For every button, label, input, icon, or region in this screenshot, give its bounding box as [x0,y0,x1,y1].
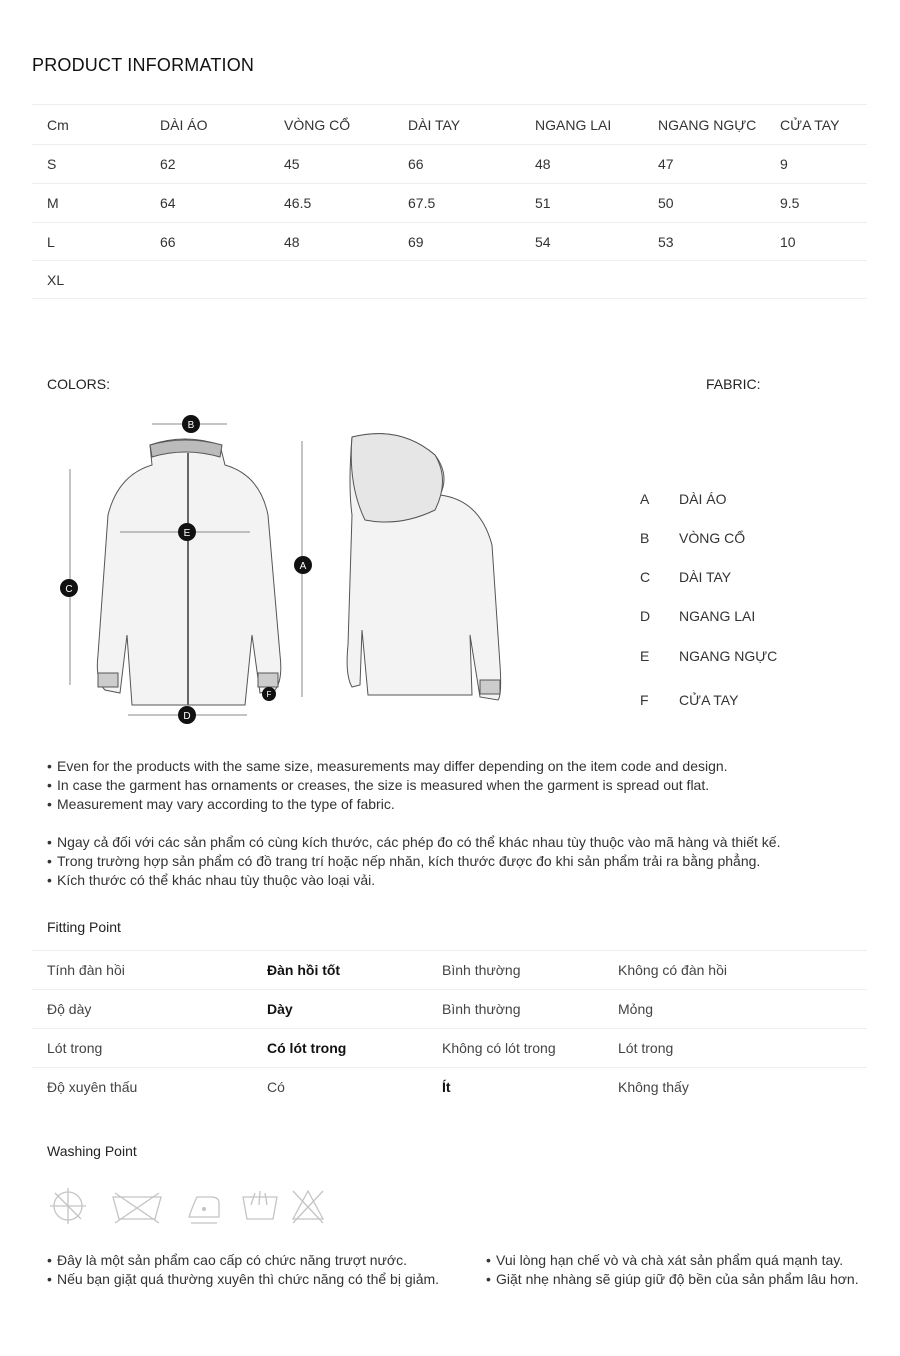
table-header-cell: NGANG LAI [535,116,612,133]
table-cell: S [47,156,57,172]
legend-key: B [640,530,650,546]
note-item: • Vui lòng hạn chế vò và chà xát sản phẩm quá mạnh tay. [486,1251,859,1270]
table-cell: 9.5 [780,195,800,211]
legend-value: DÀI ÁO [679,491,727,507]
table-cell: 10 [780,233,796,250]
marker-e-label: E [183,528,191,539]
washing-title: Washing Point [47,1143,137,1159]
legend-key: C [640,569,651,585]
note-item: • Ngay cả đối với các sản phẩm có cùng kích thước, các phép đo có thể khác nhau tùy thuộc vào mã hàng và thiết kế. [47,833,780,852]
legend-value: NGANG LAI [679,608,756,624]
note-item: • Even for the products with the same size, measurements may differ depending on the item code and design. [47,757,728,776]
fit-label: Tính đàn hồi [47,962,125,978]
table-cell: 9 [780,156,788,172]
marker-f [262,687,276,701]
table-header-cell: Cm [47,116,69,133]
marker-a-label: A [299,561,307,572]
back-hood-shape [351,434,442,522]
marker-a [294,556,312,574]
table-cell: 47 [658,156,674,172]
legend-value: DÀI TAY [679,569,732,585]
low-iron-icon [183,1185,225,1227]
do-not-tumble-dry-icon [47,1185,89,1227]
fit-label: Độ xuyên thấu [47,1079,138,1095]
washing-notes-left [47,1251,439,1289]
notes-en [47,757,728,814]
fabric-label: FABRIC: [706,376,761,392]
fit-option: Bình thường [442,962,521,978]
table-cell: 54 [535,233,551,250]
table-row [32,950,867,989]
marker-b-label: B [187,420,195,431]
marker-d [178,706,196,724]
table-row [32,260,867,299]
table-cell: 67.5 [408,195,436,211]
do-not-bleach-icon [287,1185,329,1227]
washing-icons [47,1185,347,1227]
fit-option: Đàn hồi tốt [267,962,341,978]
table-cell: 51 [535,195,551,211]
notes-vi [47,833,780,890]
fit-label: Lót trong [47,1040,103,1056]
table-cell: 50 [658,195,674,211]
note-item: • Measurement may vary according to the type of fabric. [47,795,728,814]
jacket-diagram [40,405,540,730]
table-header-cell: NGANG NGỰC [658,116,757,133]
marker-c [60,579,78,597]
marker-f-label: F [266,690,272,699]
fit-option: Ít [442,1079,451,1095]
legend-key: A [640,491,650,507]
fitting-title: Fitting Point [47,919,121,935]
table-cell: 48 [535,156,551,172]
table-header-cell: DÀI TAY [408,116,461,133]
colors-label: COLORS: [47,376,111,392]
page-title: PRODUCT INFORMATION [32,55,255,75]
note-item: • In case the garment has ornaments or creases, the size is measured when the garment is spread out flat. [47,776,728,795]
do-not-wash-icon [109,1185,165,1227]
fit-option: Không có đàn hồi [618,962,727,978]
front-body-shape [97,439,281,705]
table-row [32,222,867,260]
table-cell: 48 [284,233,300,250]
front-right-cuff [258,673,278,687]
legend-key: F [640,692,649,708]
table-header-cell: DÀI ÁO [160,116,208,133]
table-row [32,1067,867,1106]
legend-value: CỬA TAY [679,692,739,708]
table-cell: 62 [160,156,176,172]
table-cell: 45 [284,156,300,172]
fit-option: Mỏng [618,1001,654,1017]
table-cell: 53 [658,233,674,250]
note-item: • Giặt nhẹ nhàng sẽ giúp giữ độ bền của sản phẩm lâu hơn. [486,1270,859,1289]
fitting-table [32,950,867,1106]
marker-e [178,523,196,541]
size-table-header [32,104,867,144]
note-item: • Kích thước có thể khác nhau tùy thuộc vào loại vải. [47,871,780,890]
fit-option: Lót trong [618,1040,674,1056]
fit-option: Có [267,1079,285,1095]
marker-d-label: D [183,711,191,722]
table-cell: M [47,195,59,211]
table-row [32,183,867,222]
fit-option: Bình thường [442,1001,521,1017]
table-cell: 46.5 [284,195,312,211]
size-table [32,104,867,299]
legend-value: VÒNG CỔ [679,530,746,546]
fit-option: Không có lót trong [442,1040,556,1056]
marker-c-label: C [65,584,73,595]
table-row [32,989,867,1028]
table-cell: 66 [408,156,424,172]
fit-label: Độ dày [47,1001,92,1017]
table-row [32,1028,867,1067]
table-row [32,144,867,183]
legend-value: NGANG NGỰC [679,648,778,664]
front-left-cuff [98,673,118,687]
table-header-cell: VÒNG CỔ [284,116,351,133]
hand-wash-icon [239,1185,281,1227]
table-cell: 66 [160,233,176,250]
legend-key: D [640,608,651,624]
fit-option: Dày [267,1001,293,1017]
table-cell: 69 [408,233,424,250]
fit-option: Không thấy [618,1079,689,1095]
note-item: • Trong trường hợp sản phẩm có đồ trang trí hoặc nếp nhăn, kích thước được đo khi sản phẩm trải ra bằng phẳng. [47,852,780,871]
washing-notes-right [486,1251,859,1289]
jacket-illustration [40,405,540,730]
table-header-cell: CỬA TAY [780,116,840,133]
table-cell: L [47,233,55,250]
fit-option: Có lót trong [267,1040,347,1056]
marker-b [182,415,200,433]
note-item: • Đây là một sản phẩm cao cấp có chức năng trượt nước. [47,1251,439,1270]
table-cell: 64 [160,195,176,211]
back-cuff [480,680,500,694]
legend-key: E [640,648,650,664]
note-item: • Nếu bạn giặt quá thường xuyên thì chức năng có thể bị giảm. [47,1270,439,1289]
table-cell: XL [47,271,65,288]
